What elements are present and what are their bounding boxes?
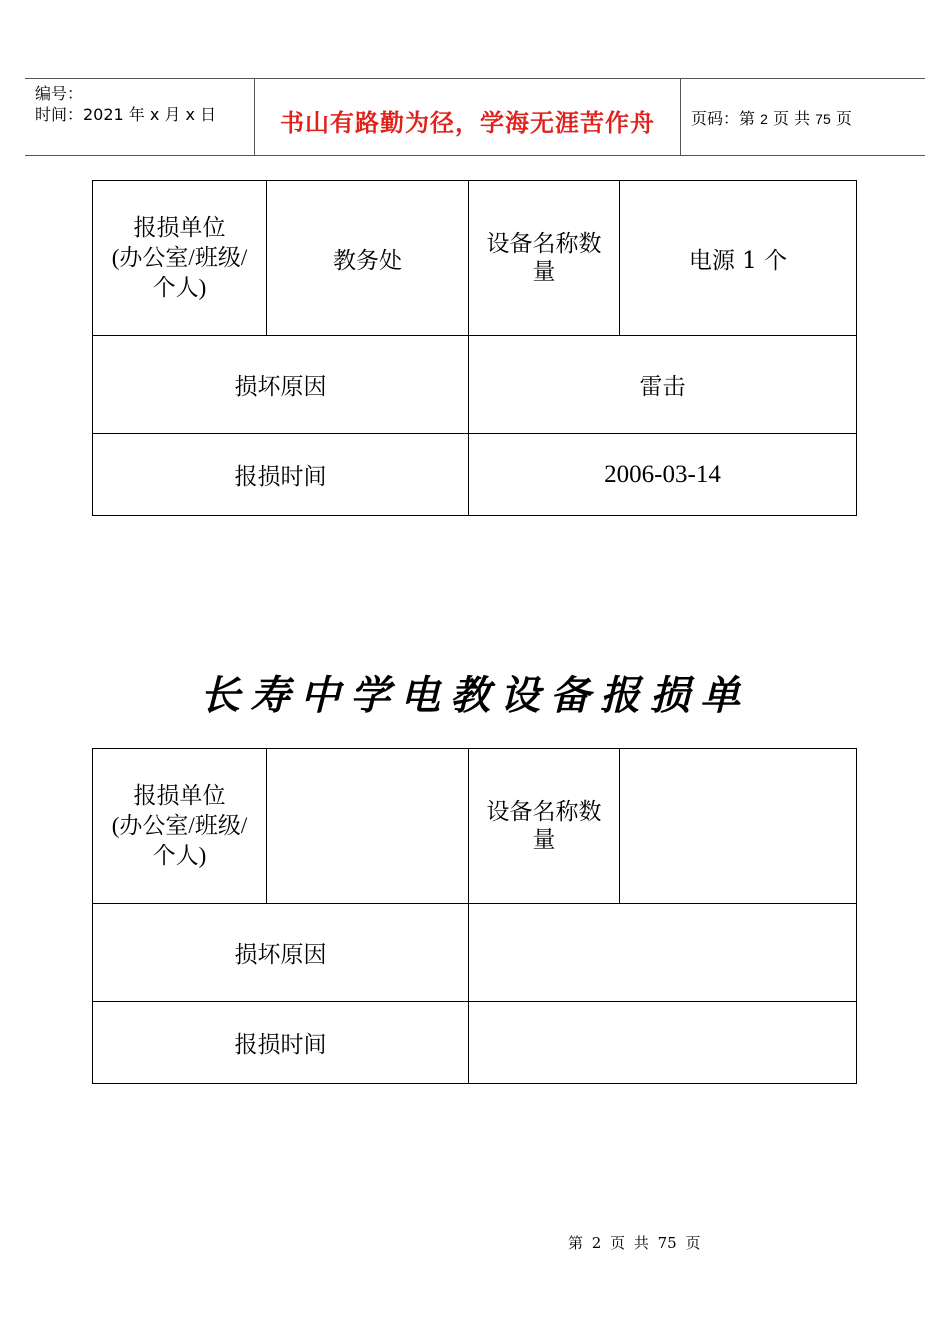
damage-report-form-filled [92, 180, 857, 516]
header-page-total: 75 [815, 111, 831, 127]
time-value: 2006-03-14 [604, 460, 721, 488]
time-value-cell [469, 434, 857, 516]
equipment-label-line2: 量 [532, 259, 556, 285]
equipment-label-cell [469, 749, 620, 904]
damage-report-form-blank [92, 748, 857, 1084]
equipment-label-cell [469, 181, 620, 336]
unit-label-line2: (办公室/班级/ [111, 245, 248, 270]
reason-label: 损坏原因 [234, 942, 327, 968]
header-motto: 书山有路勤为径，学海无涯苦作舟 [280, 109, 655, 137]
unit-label-cell [93, 181, 267, 336]
header-meta [35, 83, 216, 125]
equipment-value-cell [620, 749, 857, 904]
time-value-cell [469, 1002, 857, 1084]
equipment-label-line1: 设备名称数 [486, 799, 602, 825]
time-label: 报损时间 [234, 1032, 327, 1058]
equipment-label-line2: 量 [532, 827, 556, 853]
unit-value-cell [267, 181, 469, 336]
header-page-prefix: 页码：第 [691, 109, 761, 128]
unit-label-line3: 个人) [152, 275, 207, 300]
header-page-suffix: 页 [830, 109, 852, 128]
reason-label-cell [93, 336, 469, 434]
header-top-rule [25, 78, 925, 79]
time-label-cell [93, 434, 469, 516]
unit-label-cell [93, 749, 267, 904]
header-page-current: 2 [760, 111, 768, 127]
header-divider-right [680, 78, 681, 155]
unit-value: 教务处 [333, 247, 402, 274]
header-page-indicator [691, 106, 852, 129]
reason-label-cell [93, 904, 469, 1002]
unit-label-line1: 报损单位 [133, 215, 226, 241]
header-page-mid: 页 共 [767, 109, 816, 128]
unit-value-cell [267, 749, 469, 904]
unit-label-line1: 报损单位 [133, 783, 226, 809]
header-time-label: 时间：2021 年 x 月 x 日 [35, 105, 217, 124]
footer-page-number: 第 2 页 共 75 页 [568, 1234, 701, 1252]
document-title: 长寿中学电教设备报损单 [200, 672, 750, 719]
unit-label-line2: (办公室/班级/ [111, 813, 248, 838]
time-label-cell [93, 1002, 469, 1084]
unit-label-line3: 个人) [152, 843, 207, 868]
header-number-label: 编号： [35, 84, 84, 103]
reason-value-cell [469, 336, 857, 434]
header-bottom-rule [25, 155, 925, 156]
equipment-value-cell [620, 181, 857, 336]
reason-value-cell [469, 904, 857, 1002]
reason-value: 雷击 [639, 374, 686, 400]
equipment-label-line1: 设备名称数 [486, 231, 602, 257]
time-label: 报损时间 [234, 464, 327, 490]
reason-label: 损坏原因 [234, 374, 327, 400]
equipment-value: 电源 1 个 [688, 247, 788, 274]
